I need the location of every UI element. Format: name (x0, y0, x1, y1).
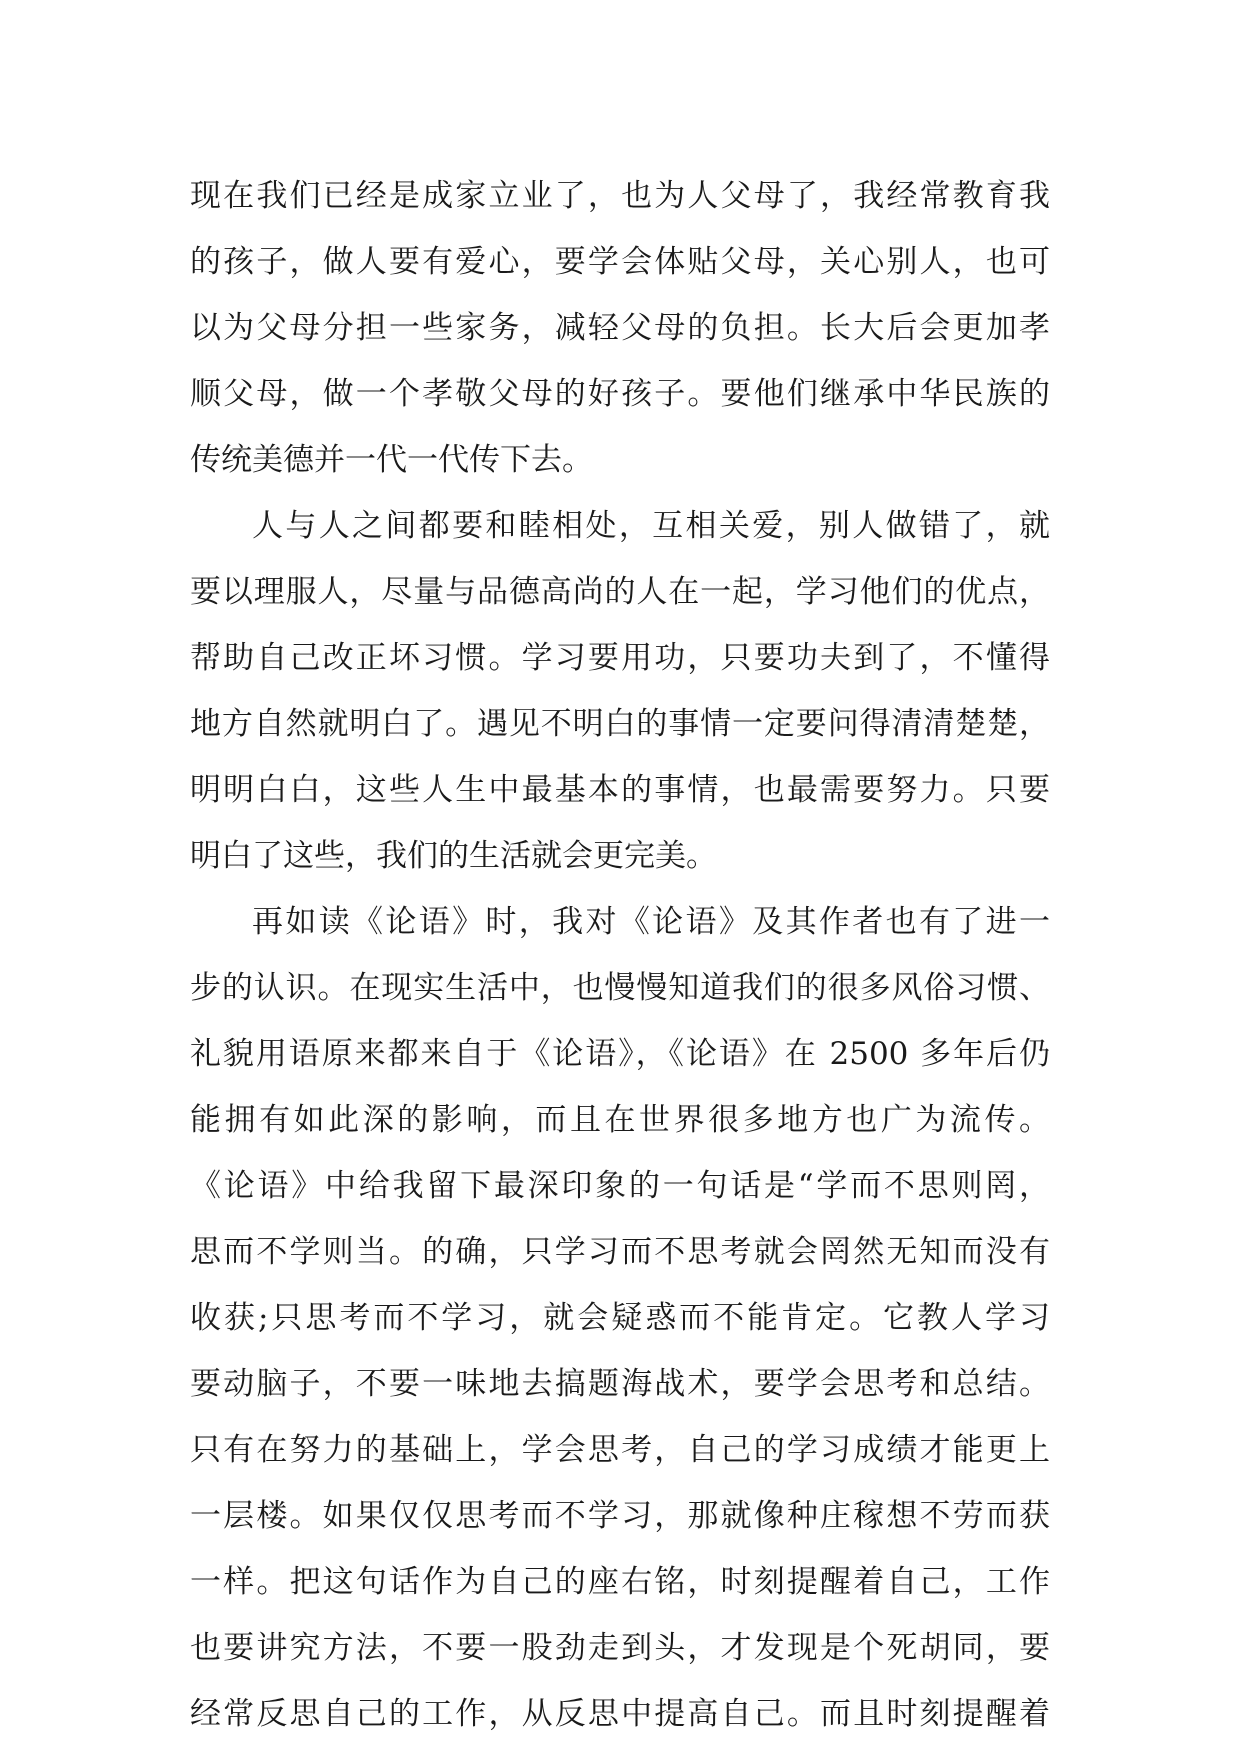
body-text (190, 163, 1050, 1747)
text-line: 顺父母，做一个孝敬父母的好孩子。要他们继承中华民族的 (190, 376, 1050, 412)
text-line: 思而不学则当。的确，只学习而不思考就会罔然无知而没有 (190, 1234, 1050, 1270)
text-line: 帮助自己改正坏习惯。学习要用功，只要功夫到了，不懂得 (190, 640, 1050, 676)
text-line: 现在我们已经是成家立业了，也为人父母了，我经常教育我 (190, 178, 1050, 214)
text-line: 地方自然就明白了。遇见不明白的事情一定要问得清清楚楚， (190, 706, 1050, 742)
text-line: 明明白白，这些人生中最基本的事情，也最需要努力。只要 (190, 772, 1050, 808)
text-line: 明白了这些，我们的生活就会更完美。 (190, 838, 717, 874)
paragraph-3 (190, 889, 1050, 1747)
text-line: 收获;只思考而不学习，就会疑惑而不能肯定。它教人学习 (190, 1300, 1050, 1336)
text-line: 《论语》中给我留下最深印象的一句话是“学而不思则罔， (190, 1168, 1050, 1204)
text-line: 一层楼。如果仅仅思考而不学习，那就像种庄稼想不劳而获 (190, 1498, 1050, 1534)
text-line: 传统美德并一代一代传下去。 (190, 442, 593, 478)
paragraph-2 (190, 493, 1050, 889)
text-line: 能拥有如此深的影响，而且在世界很多地方也广为流传。 (190, 1102, 1050, 1138)
text-line: 人与人之间都要和睦相处，互相关爱，别人做错了，就 (252, 508, 1050, 544)
paragraph-1 (190, 163, 1050, 493)
text-line: 也要讲究方法，不要一股劲走到头，才发现是个死胡同，要 (190, 1630, 1050, 1666)
text-line: 只有在努力的基础上，学会思考，自己的学习成绩才能更上 (190, 1432, 1050, 1468)
text-line: 的孩子，做人要有爱心，要学会体贴父母，关心别人，也可 (190, 244, 1050, 280)
text-line: 步的认识。在现实生活中，也慢慢知道我们的很多风俗习惯、 (190, 970, 1050, 1006)
text-line: 礼貌用语原来都来自于《论语》，《论语》在 2500 多年后仍 (190, 1036, 1050, 1072)
text-line: 一样。把这句话作为自己的座右铭，时刻提醒着自己，工作 (190, 1564, 1050, 1600)
text-line: 要以理服人，尽量与品德高尚的人在一起，学习他们的优点， (190, 574, 1050, 610)
text-line: 以为父母分担一些家务，减轻父母的负担。长大后会更加孝 (190, 310, 1050, 346)
text-line: 再如读《论语》时，我对《论语》及其作者也有了进一 (252, 904, 1050, 940)
text-line: 要动脑子，不要一味地去搞题海战术，要学会思考和总结。 (190, 1366, 1050, 1402)
text-line: 经常反思自己的工作，从反思中提高自己。而且时刻提醒着 (190, 1696, 1050, 1732)
